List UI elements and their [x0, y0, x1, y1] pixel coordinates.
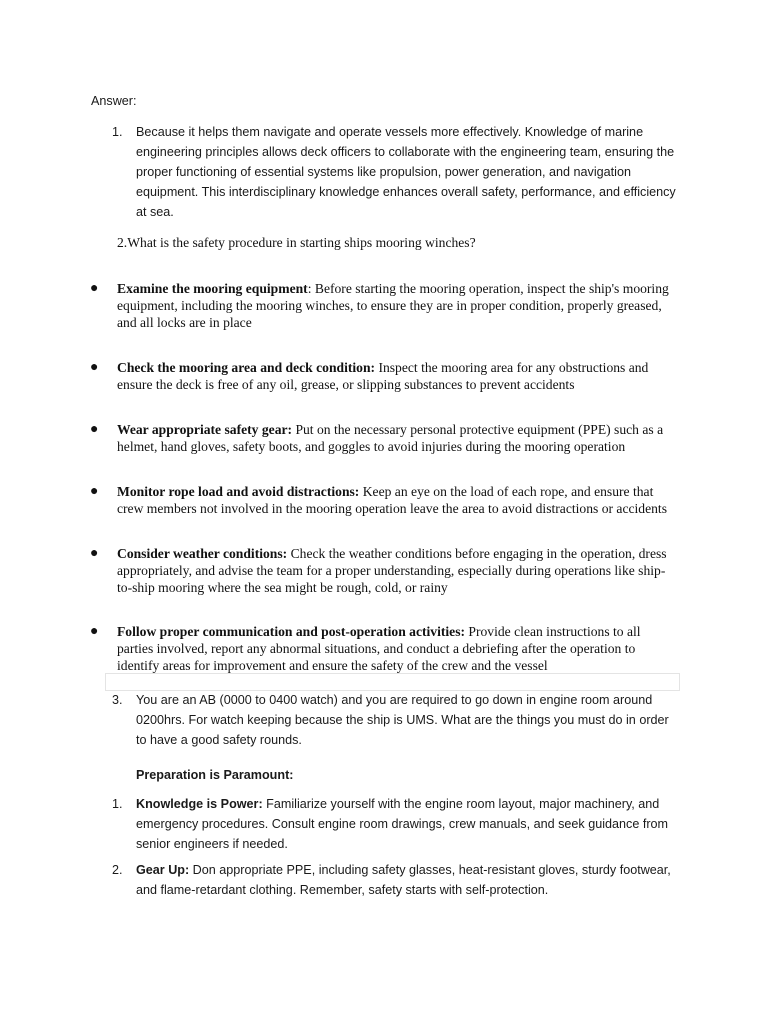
list-number: 1. — [112, 797, 123, 811]
prep-item-text: Familiarize yourself with the engine room layout, major machinery, and emergency procedures. Consult engine room drawings, crew manuals, and seek guidance from senior engineers if needed. — [136, 797, 669, 851]
prep-item-title: Gear Up: — [136, 863, 190, 877]
bullet-title: Wear appropriate safety gear: — [117, 422, 293, 437]
answer-label: Answer: — [91, 94, 137, 108]
bullet-icon: ● — [90, 281, 99, 296]
list-number: 1. — [112, 125, 123, 139]
preparation-heading-text: Preparation is Paramount: — [136, 768, 294, 782]
bullet-text: Keep an eye on the load of each rope, and ensure that crew members not involved in the mooring operation leave the area to avoid distractions or accidents — [117, 484, 667, 516]
bullet-title: Follow proper communication and post-operation activities: — [117, 624, 466, 639]
list-item-3 — [112, 690, 682, 750]
bullet-title: Examine the mooring equipment — [117, 281, 308, 296]
bullet-text: : Before starting the mooring operation, inspect the ship's mooring equipment, including the mooring winches, to ensure they are in proper condition, properly greased, and all locks are in place — [117, 281, 669, 330]
prep-item-2 — [112, 860, 682, 900]
list-item-text: You are an AB (0000 to 0400 watch) and you are required to go down in engine room around 0200hrs. For watch keeping because the ship is UMS. What are the things you must do in order to have a good safety rounds. — [136, 693, 669, 747]
prep-item-text: Don appropriate PPE, including safety glasses, heat-resistant gloves, sturdy footwear, and flame-retardant clothing. Remember, safety starts with self-protection. — [136, 863, 671, 897]
question-2: 2.What is the safety procedure in starting ships mooring winches? — [117, 235, 476, 250]
bullet-title: Consider weather conditions: — [117, 546, 288, 561]
prep-item-title: Knowledge is Power: — [136, 797, 263, 811]
list-item-text: Because it helps them navigate and operate vessels more effectively. Knowledge of marine engineering principles allows deck officers to collaborate with the engineering team, ensuring the proper functioning of essential systems like propulsion, power generation, and navigation equipment. This interdisciplinary knowledge enhances overall safety, performance, and efficiency at sea. — [136, 125, 676, 219]
bullet-icon: ● — [90, 546, 99, 561]
bullet-item — [90, 280, 680, 331]
bullet-icon: ● — [90, 422, 99, 437]
empty-text-box — [105, 673, 680, 691]
bullet-item — [90, 545, 680, 596]
bullet-text: Inspect the mooring area for any obstructions and ensure the deck is free of any oil, grease, or slipping substances to prevent accidents — [117, 360, 649, 392]
bullet-title: Monitor rope load and avoid distractions: — [117, 484, 360, 499]
bullet-icon: ● — [90, 360, 99, 375]
bullet-icon: ● — [90, 484, 99, 499]
bullet-item — [90, 483, 680, 517]
preparation-heading — [136, 765, 293, 785]
bullet-item — [90, 421, 680, 455]
list-number: 2. — [112, 863, 123, 877]
bullet-item — [90, 623, 680, 674]
bullet-item — [90, 359, 680, 393]
bullet-title: Check the mooring area and deck condition: — [117, 360, 376, 375]
prep-item-1 — [112, 794, 682, 854]
bullet-text: Check the weather conditions before engaging in the operation, dress appropriately, and advise the team for a proper understanding, especially during operations like ship-to-ship mooring where the sea might be rough, cold, or rainy — [117, 546, 667, 595]
bullet-text: Provide clean instructions to all parties involved, report any abnormal situations, and conduct a debriefing after the operation to identify areas for improvement and ensure the safety of the crew and the vessel — [117, 624, 641, 673]
list-number: 3. — [112, 693, 123, 707]
bullet-icon: ● — [90, 624, 99, 639]
list-item-1 — [112, 122, 682, 222]
bullet-text: Put on the necessary personal protective equipment (PPE) such as a helmet, hand gloves, safety boots, and goggles to avoid injuries during the mooring operation — [117, 422, 664, 454]
